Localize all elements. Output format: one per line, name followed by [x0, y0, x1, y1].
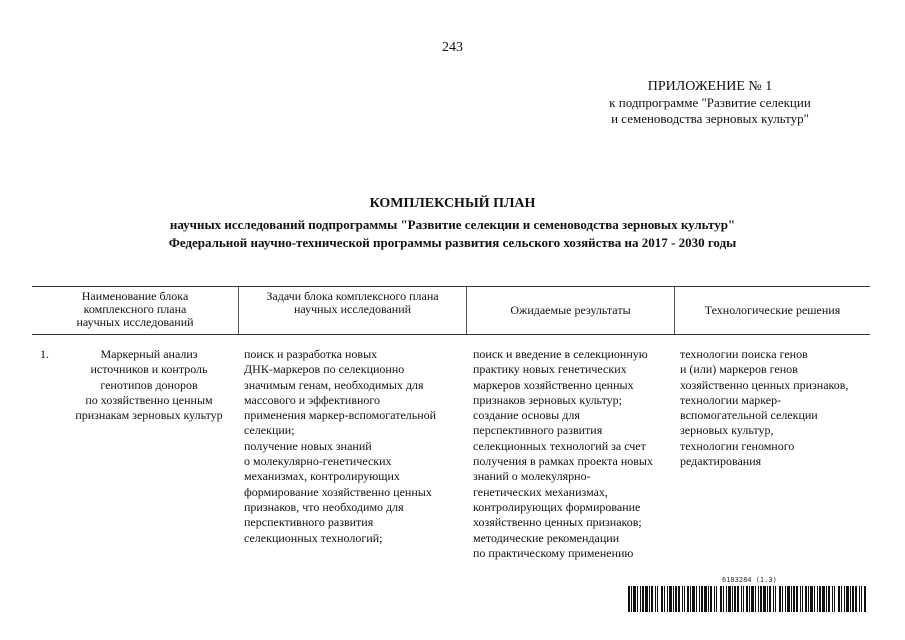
subtitle-line-2: Федеральной научно-технической программы развития сельского хозяйства на 2017 - 2030 годы	[168, 235, 737, 250]
table-header-results: Ожидаемые результаты	[510, 303, 631, 317]
table-header-tasks: Задачи блока комплексного плана научных исследований	[266, 289, 439, 316]
appendix-line-1: к подпрограмме "Развитие селекции	[609, 95, 811, 110]
row-block-name: Маркерный анализ источников и контроль генотипов доноров по хозяйственно ценным признакам зерновых культур	[75, 347, 223, 423]
page-number: 243	[442, 40, 463, 55]
appendix-title: ПРИЛОЖЕНИЕ № 1	[647, 79, 773, 94]
document-subtitle	[0, 216, 905, 252]
document-title: КОМПЛЕКСНЫЙ ПЛАН	[369, 196, 536, 211]
subtitle-line-1: научных исследований подпрограммы "Развитие селекции и семеноводства зерновых культур"	[169, 217, 736, 232]
row-results: поиск и введение в селекционную практику новых генетических маркеров хозяйственно ценных признаков зерновых культур; создание основы для перспективного развития селекционных технологий за счет получения в рамках проекта новых знаний о молекулярно- генетических механизмах, контролирующих формирование хозяйственно ценных признаков; методические рекомендации по практическому применению	[473, 347, 653, 560]
table-header-block-name: Наименование блока комплексного плана научных исследований	[76, 289, 194, 329]
row-solutions: технологии поиска генов и (или) маркеров генов хозяйственно ценных признаков, технологии маркер- вспомогательной селекции зерновых культур, технологии геномного редактирования	[680, 347, 849, 469]
appendix-block	[560, 79, 860, 127]
barcode-number: 6183284 (1.3)	[722, 576, 777, 584]
table-top-border	[32, 286, 870, 287]
row-tasks: поиск и разработка новых ДНК-маркеров по селекционно значимым генам, необходимых для массового и эффективного применения маркер-вспомогательной селекции; получение новых знаний о молекулярно-генетических механизмах, контролирующих формирование хозяйственно ценных признаков, что необходимо для перспективного развития селекционных технологий;	[244, 347, 437, 545]
row-number: 1.	[40, 347, 49, 361]
barcode-image	[628, 586, 866, 612]
appendix-line-2: и семеноводства зерновых культур"	[611, 111, 809, 126]
table-header-bottom-border	[32, 334, 870, 335]
table-header-solutions: Технологические решения	[704, 303, 841, 317]
